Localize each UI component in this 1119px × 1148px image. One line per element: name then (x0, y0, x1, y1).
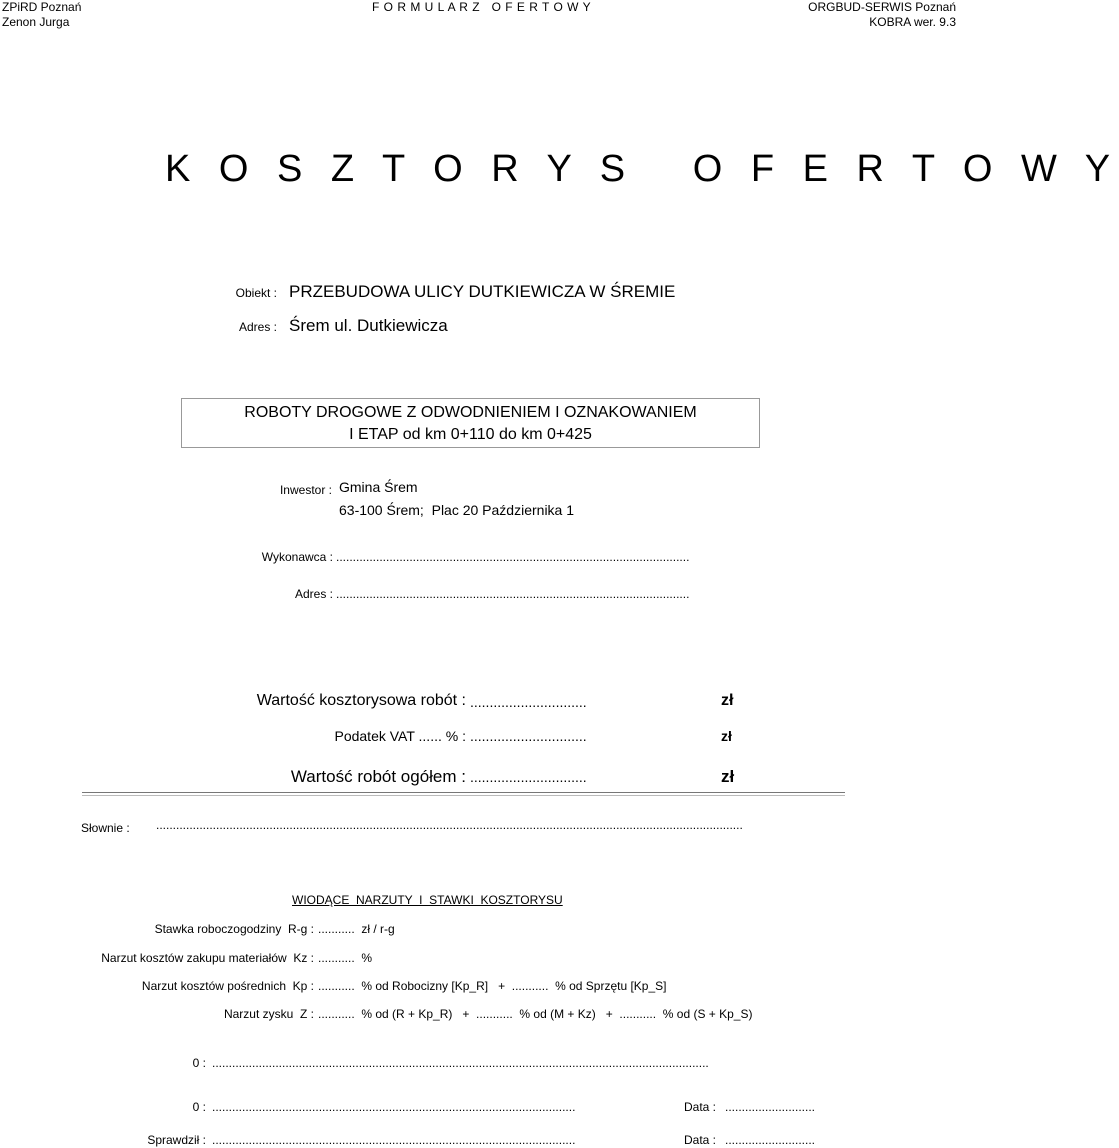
scope-box (181, 398, 760, 448)
words-label: Słownie : (81, 821, 130, 835)
contractor-label: Wykonawca : (261, 550, 333, 564)
vat-label: Podatek VAT ...... % : (334, 728, 466, 744)
signature-row2-value: ............................................................................................................. (212, 1100, 576, 1114)
total-unit: zł (721, 767, 735, 786)
obiekt-value: PRZEBUDOWA ULICY DUTKIEWICZA W ŚREMIE (289, 282, 676, 301)
value-unit: zł (721, 692, 734, 709)
vat-unit: zł (721, 728, 732, 744)
adres-value: Śrem ul. Dutkiewicza (289, 316, 448, 335)
scope-line-1: ROBOTY DROGOWE Z ODWODNIENIEM I OZNAKOWANIEM (244, 404, 697, 421)
total-amount: .............................. (470, 769, 587, 785)
investor-label: Inwestor : (279, 483, 332, 497)
header-form-title: F O R M U L A R Z O F E R T O W Y (372, 0, 592, 14)
contractor-adres-value: .......................................................................................................... (336, 587, 690, 601)
investor-address: 63-100 Śrem; Plac 20 Października 1 (339, 502, 575, 518)
separator-line (82, 792, 845, 793)
labor-rate-label: Stawka roboczogodziny R-g : (154, 922, 314, 936)
words-value: ................................................................................................................................................................................ (156, 818, 743, 832)
indirect-rate-value: ........... % od Robocizny [Kp_R] + ........... % od Sprzętu [Kp_S] (318, 979, 667, 993)
indirect-rate-label: Narzut kosztów pośrednich Kp : (141, 979, 314, 993)
signature-row2-label: 0 : (192, 1100, 206, 1114)
header-software-version: KOBRA wer. 9.3 (869, 15, 956, 29)
profit-rate-value: ........... % od (R + Kp_R) + ........... % od (M + Kz) + ........... % od (S + Kp_S) (318, 1007, 753, 1021)
contractor-value: .......................................................................................................... (336, 550, 690, 564)
rates-heading: WIODĄCE NARZUTY I STAWKI KOSZTORYSU (292, 893, 563, 907)
signature-row2-date-label: Data : (684, 1100, 717, 1114)
value-label: Wartość kosztorysowa robót : (256, 692, 466, 709)
signature-row1-value: ..................................................................................................................................................... (212, 1056, 709, 1070)
labor-rate-value: ........... zł / r-g (318, 922, 395, 936)
separator-line-shadow (82, 795, 845, 796)
contractor-adres-label: Adres : (294, 587, 333, 601)
purchase-rate-label: Narzut kosztów zakupu materiałów Kz : (101, 951, 314, 965)
profit-rate-label: Narzut zysku Z : (223, 1007, 314, 1021)
adres-label: Adres : (238, 320, 277, 334)
doc-title: K O S Z T O R Y S O F E R T O W Y (165, 148, 1119, 190)
vat-amount: .............................. (470, 728, 587, 744)
total-label: Wartość robót ogółem : (290, 767, 466, 786)
header-org-left: ZPiRD Poznań (2, 0, 82, 14)
signature-row1-label: 0 : (192, 1056, 206, 1070)
signature-row3-label: Sprawdził : (147, 1133, 206, 1147)
signature-row3-date-value: ........................... (725, 1133, 816, 1147)
investor-name: Gmina Śrem (339, 479, 418, 495)
header-author: Zenon Jurga (2, 15, 70, 29)
signature-row2-date-value: ........................... (725, 1100, 816, 1114)
signature-row3-date-label: Data : (684, 1133, 717, 1147)
value-amount: .............................. (470, 694, 587, 710)
signature-row3-value: ............................................................................................................. (212, 1133, 576, 1147)
purchase-rate-value: ........... % (318, 951, 373, 965)
scope-line-2: I ETAP od km 0+110 do km 0+425 (349, 426, 592, 443)
header-org-right: ORGBUD-SERWIS Poznań (808, 0, 956, 14)
obiekt-label: Obiekt : (235, 286, 277, 300)
